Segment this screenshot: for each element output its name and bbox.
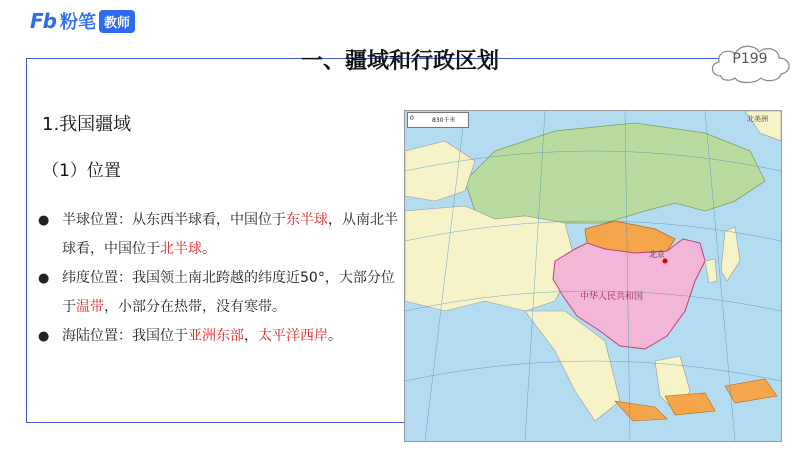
- bullet-item: [38, 264, 400, 322]
- highlight-text: 亚洲东部: [188, 328, 244, 344]
- logo-mark: Fb: [30, 9, 56, 33]
- brand-logo: [30, 8, 135, 34]
- highlight-text: 东半球: [286, 212, 328, 228]
- bullet-dot-icon: ●: [38, 271, 50, 286]
- bullet-text-part: 半球位置：从东西半球看，中国位于: [62, 212, 286, 228]
- bullet-text-part: 。: [328, 328, 342, 344]
- bullet-dot-icon: ●: [38, 213, 50, 228]
- bullet-text-part: 纬度位置：我国领土南北跨越的纬度近50°，大部分位于: [62, 270, 395, 315]
- frame-left-line: [26, 58, 27, 423]
- bullet-item: [38, 322, 400, 351]
- highlight-text: 温带: [76, 299, 104, 315]
- bullet-dot-icon: ●: [38, 329, 50, 344]
- section-heading: 1.我国疆域: [42, 114, 132, 135]
- map-graphic: [405, 111, 781, 441]
- subsection-heading: （1）位置: [42, 161, 121, 181]
- bullet-text: [62, 322, 342, 351]
- map-label-north-america: 北美洲: [747, 115, 768, 123]
- page-title: 一、疆域和行政区划: [300, 49, 499, 74]
- central-asia-land: [405, 206, 575, 311]
- logo-name: 粉笔: [59, 12, 96, 33]
- bullet-text-part: ，小部分在热带，没有寒带。: [104, 299, 286, 315]
- korea-japan-land: [705, 227, 740, 283]
- map-scale-bar: [407, 112, 469, 128]
- scale-start: 0: [410, 115, 414, 122]
- map-label-beijing: 北京: [649, 250, 665, 259]
- highlight-text: 北半球: [160, 241, 202, 257]
- asia-map: [404, 110, 782, 442]
- russia-region: [465, 123, 765, 223]
- bullet-text: [62, 206, 400, 264]
- beijing-marker: [663, 259, 668, 264]
- logo-tag: 教师: [99, 10, 135, 33]
- page-reference: P199: [732, 51, 768, 67]
- bullet-text-part: ，从南北半球看，中国位于: [62, 212, 398, 257]
- bullet-text: [62, 264, 400, 322]
- scale-end: 830千米: [432, 117, 456, 124]
- bullet-list: [38, 206, 400, 351]
- bullet-text-part: 。: [202, 241, 216, 257]
- bullet-text-part: 海陆位置：我国位于: [62, 328, 188, 344]
- highlight-text: 太平洋西岸: [258, 328, 328, 344]
- map-label-china: 中华人民共和国: [580, 292, 644, 302]
- bullet-item: [38, 206, 400, 264]
- bullet-text-part: ，: [244, 328, 258, 344]
- indonesia-islands: [615, 379, 777, 421]
- europe-land: [405, 141, 475, 201]
